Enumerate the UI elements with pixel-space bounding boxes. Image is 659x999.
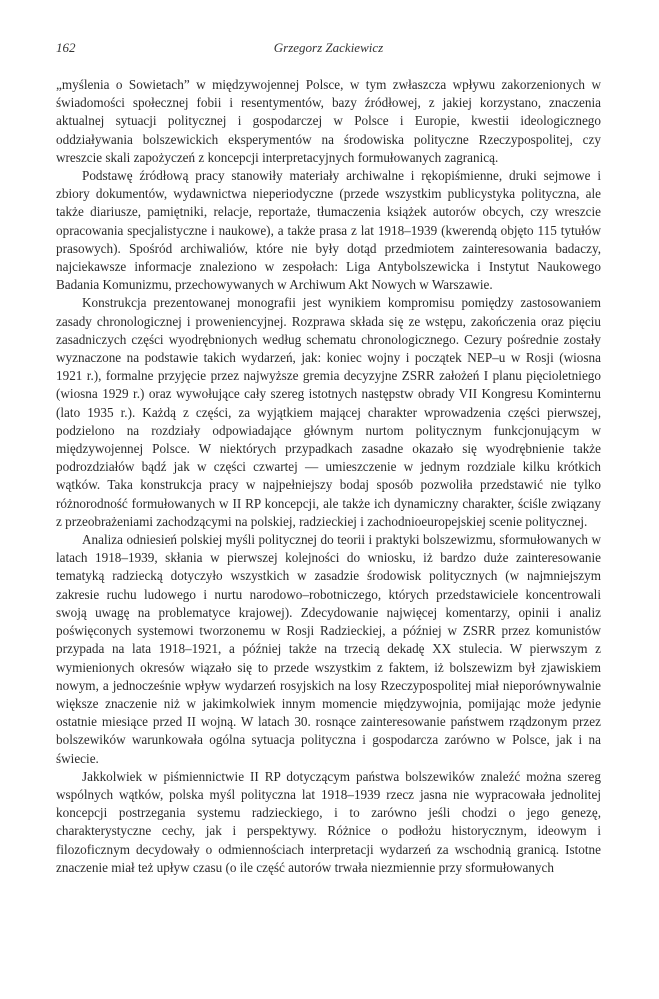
paragraph: Jakkolwiek w piśmiennictwie II RP dotyczącym państwa bolszewików znaleźć można szereg wspólnych wątków, polska myśl polityczna lat 1918–1939 rzecz jasna nie wypracowała jednolitej koncepcji postrzegania systemu radzieckiego, i to zarówno jeśli chodzi o jego genezę, charakterystyczne cechy, jak i perspektywy. Różnice o podłożu historycznym, ideowym i filozoficznym decydowały o odmiennościach interpretacji wydarzeń za wschodnią granicą. Istotne znaczenie miał też upływ czasu (o ile część autorów trwała niezmiennie przy sformułowanych <box>56 768 601 875</box>
page-number: 162 <box>56 40 76 55</box>
body-text <box>56 76 601 877</box>
paragraph: Podstawę źródłową pracy stanowiły materiały archiwalne i rękopiśmienne, druki sejmowe i zbiory dokumentów, wydawnictwa nieperiodyczne (przede wszystkim publicystyka polityczna, ale także diariusze, pamiętniki, relacje, reportaże, tłumaczenia książek autorów obcych, czy wreszcie opracowania specjalistyczne i naukowe), a także prasa z lat 1918–1939 (kwerendą objęto 115 tytułów prasowych). Spośród archiwaliów, które nie były dotąd przedmiotem zainteresowania badaczy, najciekawsze informacje znaleziono w zespołach: Liga Antybolszewicka i Instytut Naukowego Badania Komunizmu, przechowywanych w Archiwum Akt Nowych w Warszawie. <box>56 168 601 293</box>
paragraph: Analiza odniesień polskiej myśli politycznej do teorii i praktyki bolszewizmu, sformułowanych w latach 1918–1939, skłania w pierwszej kolejności do wniosku, iż bardzo duże zainteresowanie tematyką radziecką dotyczyło wszystkich w zasadzie środowisk politycznych (w najmniejszym zakresie ruchu ludowego i nurtu narodowo–robotniczego, których przedstawiciele koncentrowali swoją uwagę na problematyce krajowej). Zdecydowanie najwięcej komentarzy, opinii i analiz poświęconych systemowi tworzonemu w Rosji Radzieckiej, a później w ZSRR przez komunistów przypada na lata 1918–1921, a później także na trzecią dekadę XX stulecia. W pierwszym z wymienionych okresów wiązało się to przede wszystkim z faktem, iż bolszewizm był zjawiskiem nowym, a jednocześnie wpływ wydarzeń rosyjskich na losy Rzeczypospolitej miał nieporównywalnie większe znaczenie niż w jakimkolwiek innym momencie międzywojnia, pomijając może jedynie ostatnie miesiące przed II wojną. W latach 30. rosnące zainteresowanie państwem rządzonym przez bolszewików warunkowała ogólna sytuacja polityczna i gospodarcza zarówno w Polsce, jak i na świecie. <box>56 532 601 766</box>
paragraph-continuation: „myślenia o Sowietach” w międzywojennej Polsce, w tym zwłaszcza wpływu zakorzenionych w świadomości społecznej fobii i resentymentów, bazy źródłowej, z jakiej korzystano, znaczenia aktualnej sytuacji politycznej i gospodarczej w Polsce i Europie, kwestii ideologicznego oddziaływania bolszewickich eksperymentów na środowiska polityczne Rzeczypospolitej, czy wreszcie skali zapożyczeń z koncepcji interpretacyjnych formułowanych zagranicą. <box>56 77 601 165</box>
paragraph: Konstrukcja prezentowanej monografii jest wynikiem kompromisu pomiędzy zastosowaniem zasady chronologicznej i proweniencyjnej. Rozprawa składa się ze wstępu, zakończenia oraz pięciu zasadniczych części wyodrębnionych według schematu chronologicznego. Cezury pośrednie zostały wyznaczone na podstawie takich wydarzeń, jak: koniec wojny i początek NEP–u w Rosji (wiosna 1921 r.), formalne przyjęcie przez najwyższe gremia decyzyjne ZSRR założeń I planu pięcioletniego (wiosna 1929 r.) oraz wywołujące cały szereg istotnych następstw obrady VII Kongresu Kominternu (lato 1935 r.). Każdą z części, za wyjątkiem mającej charakter wprowadzenia części pierwszej, podzielono na rozdziały odpowiadające głównym nurtom politycznym funkcjonującym w międzywojennej Polsce. W niektórych przypadkach zasadne okazało się wyodrębnienie także podrozdziałów bądź jak w części czwartej — umieszczenie w jednym rozdziale kilku krótkich wątków. Taka konstrukcja pracy w najpełniejszy bodaj sposób pozwoliła przedstawić nie tylko różnorodność formułowanych w II RP koncepcji, ale także ich dynamiczny charakter, ściśle związany z przeobrażeniami zachodzącymi na polskiej, radzieckiej i zachodnioeuropejskiej scenie politycznej. <box>56 295 601 529</box>
running-header <box>56 40 601 58</box>
running-header-author: Grzegorz Zackiewicz <box>273 40 384 55</box>
